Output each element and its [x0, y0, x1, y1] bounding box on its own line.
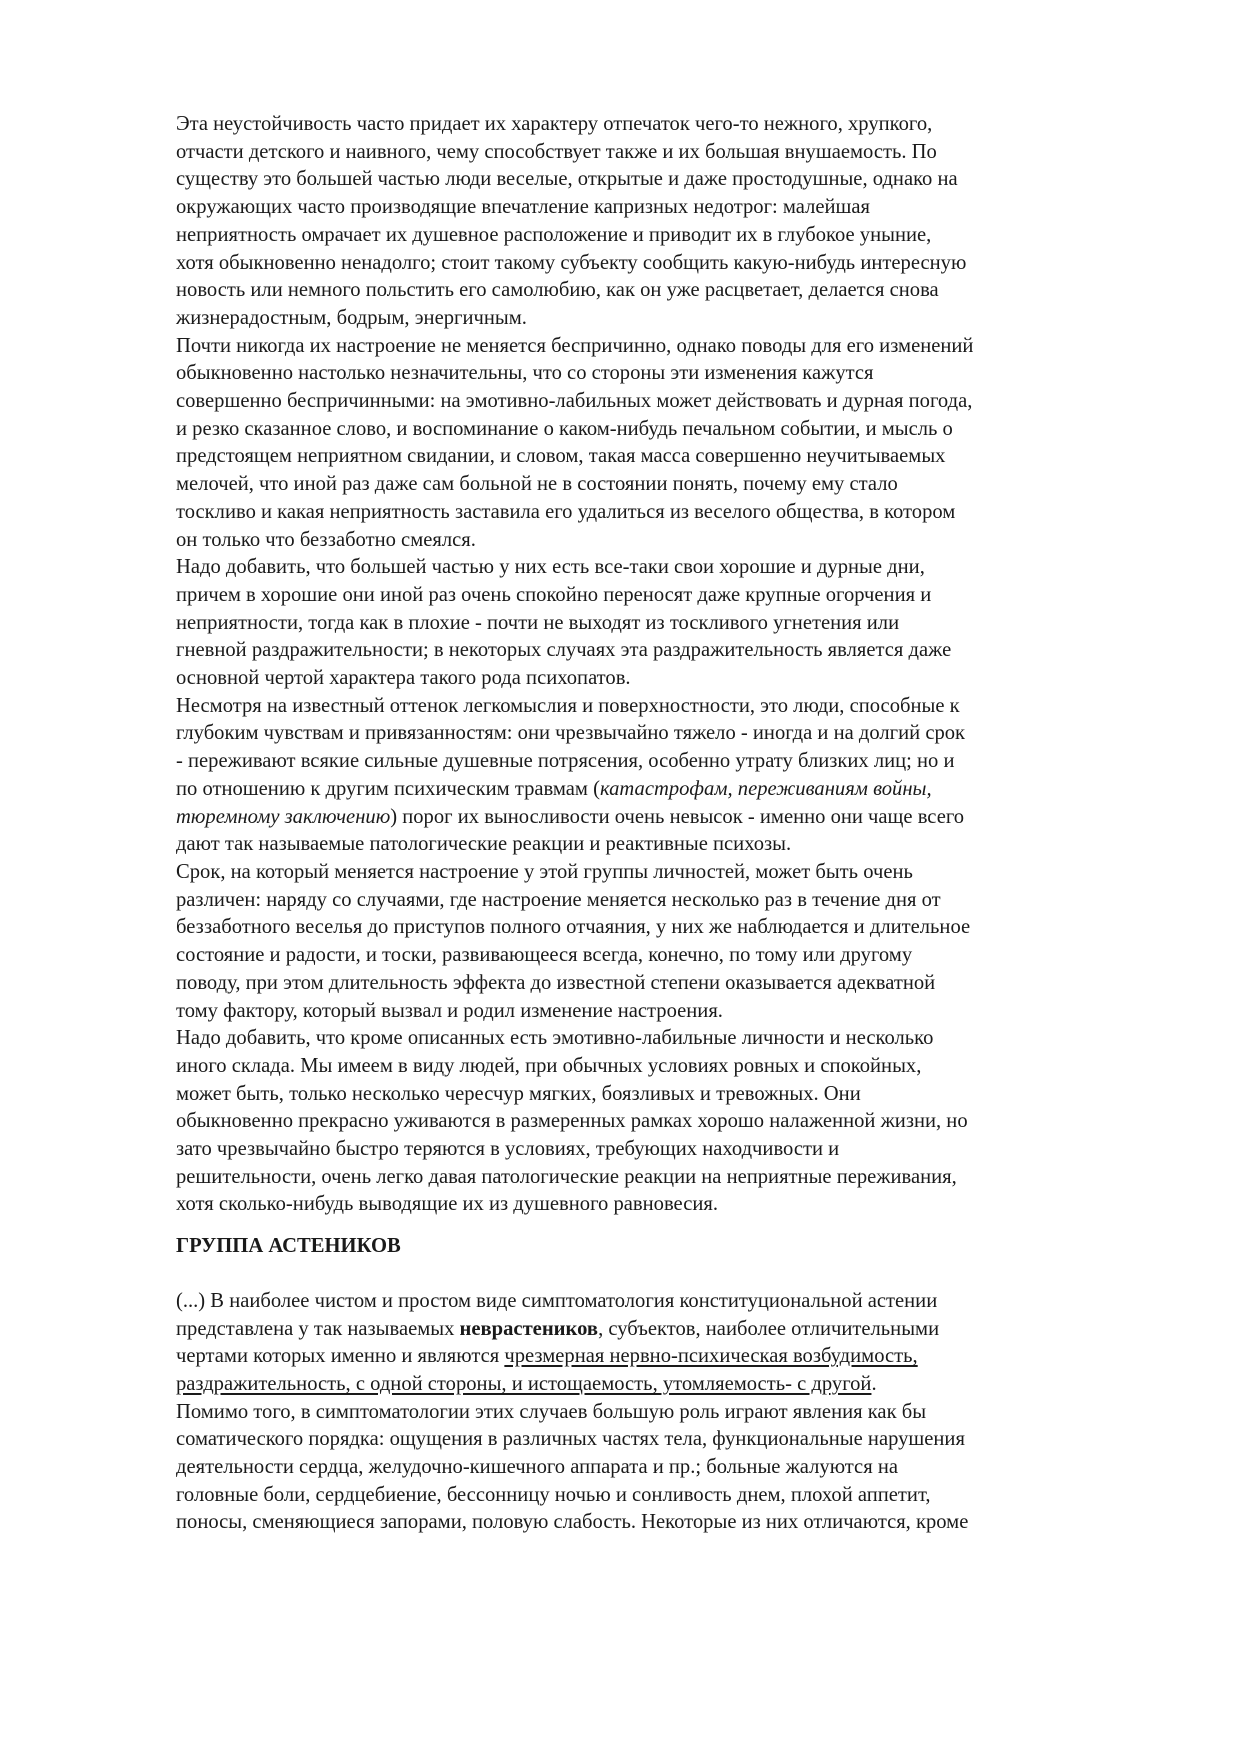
text-line: дают так называемые патологические реакции и реактивные психозы.: [176, 833, 792, 856]
section-paragraph: [176, 1288, 1156, 1537]
text-line: поводу, при этом длительность эффекта до известной степени оказывается адекватной: [176, 971, 936, 994]
text-line: иного склада. Мы имеем в виду людей, при обычных условиях ровных и спокойных,: [176, 1054, 922, 1077]
text-line: деятельности сердца, желудочно-кишечного аппарата и пр.; больные жалуются на: [176, 1456, 898, 1479]
text-line: причем в хорошие они иной раз очень спокойно переносят даже крупные огорчения и: [176, 583, 932, 606]
underlined-text: чрезмерная нервно-психическая возбудимость,: [504, 1345, 918, 1368]
bold-term: неврастеников: [459, 1317, 599, 1340]
text-line: [176, 1371, 1156, 1399]
text-line: неприятность омрачает их душевное расположение и приводит их в глубокое уныние,: [176, 223, 932, 246]
text-line: зато чрезвычайно быстро теряются в условиях, требующих находчивости и: [176, 1138, 840, 1161]
text-line: обыкновенно прекрасно уживаются в размеренных рамках хорошо налаженной жизни, но: [176, 1110, 968, 1133]
paragraph: [176, 111, 1156, 333]
text-line: новость или немного польстить его самолюбию, как он уже расцветает, делается снова: [176, 279, 939, 302]
document-page: [176, 111, 1156, 1537]
section-heading: ГРУППА АСТЕНИКОВ: [176, 1235, 401, 1258]
italic-text: катастрофам, переживаниям войны,: [599, 777, 932, 800]
text-line: Надо добавить, что большей частью у них есть все-таки свои хорошие и дурные дни,: [176, 556, 925, 579]
text-line: может быть, только несколько чересчур мягких, боязливых и тревожных. Они: [176, 1082, 861, 1105]
text-line: Помимо того, в симптоматологии этих случаев большую роль играют явления как бы: [176, 1400, 927, 1423]
text-line: совершенно беспричинными: на эмотивно-лабильных может действовать и дурная погода,: [176, 390, 973, 413]
text-line: он только что беззаботно смеялся.: [176, 528, 476, 551]
text-line: основной чертой характера такого рода психопатов.: [176, 667, 631, 690]
paragraph: [176, 859, 1156, 1025]
text-line: [176, 1343, 1156, 1371]
text-run: , субъектов, наиболее отличительными: [598, 1317, 940, 1340]
underlined-text: раздражительность, с одной стороны, и истощаемость, утомляемость- с другой: [176, 1372, 872, 1395]
text-line: [176, 804, 1156, 832]
text-line: беззаботного веселья до приступов полного отчаяния, у них же наблюдается и длительное: [176, 916, 971, 939]
text-line: тоскливо и какая неприятность заставила его удалиться из веселого общества, в котором: [176, 500, 956, 523]
text-line: [176, 1316, 1156, 1344]
text-line: Срок, на который меняется настроение у этой группы личностей, может быть очень: [176, 860, 913, 883]
text-line: гневной раздражительности; в некоторых случаях эта раздражительность является даже: [176, 639, 952, 662]
text-line: соматического порядка: ощущения в различных частях тела, функциональные нарушения: [176, 1428, 965, 1451]
text-line: (...) В наиболее чистом и простом виде симптоматология конституциональной астении: [176, 1289, 938, 1312]
text-run: чертами которых именно и являются: [176, 1345, 505, 1368]
text-line: и резко сказанное слово, и воспоминание о каком-нибудь печальном событии, и мысль о: [176, 417, 953, 440]
text-line: поносы, сменяющиеся запорами, половую слабость. Некоторые из них отличаются, кроме: [176, 1511, 969, 1534]
text-line: тому фактору, который вызвал и родил изменение настроения.: [176, 999, 723, 1022]
text-line: состояние и радости, и тоски, развивающееся всегда, конечно, по тому или другому: [176, 944, 913, 967]
text-line: решительности, очень легко давая патологические реакции на неприятные переживания,: [176, 1165, 957, 1188]
text-line: Несмотря на известный оттенок легкомыслия и поверхностности, это люди, способные к: [176, 694, 960, 717]
text-line: - переживают всякие сильные душевные потрясения, особенно утрату близких лиц; но и: [176, 750, 955, 773]
text-line: Эта неустойчивость часто придает их характеру отпечаток чего-то нежного, хрупкого,: [176, 113, 933, 135]
text-line: головные боли, сердцебиение, бессонницу ночью и сонливость днем, плохой аппетит,: [176, 1483, 931, 1506]
text-line: отчасти детского и наивного, чему способствует также и их большая внушаемость. По: [176, 140, 937, 163]
paragraph: [176, 554, 1156, 693]
text-line: различен: наряду со случаями, где настроение меняется несколько раз в течение дня от: [176, 888, 941, 911]
paragraph: [176, 1025, 1156, 1219]
text-line: предстоящем неприятном свидании, и словом, такая масса совершенно неучитываемых: [176, 445, 946, 468]
text-line: окружающих часто производящие впечатление капризных недотрог: малейшая: [176, 196, 871, 219]
text-line: [176, 776, 1156, 804]
text-line: глубоким чувствам и привязанностям: они чрезвычайно тяжело - иногда и на долгий срок: [176, 722, 966, 745]
text-line: жизнерадостным, бодрым, энергичным.: [176, 306, 527, 329]
text-line: неприятности, тогда как в плохие - почти не выходят из тоскливого угнетения или: [176, 611, 900, 634]
text-line: существу это большей частью люди веселые, открытые и даже простодушные, однако на: [176, 168, 958, 191]
text-line: Почти никогда их настроение не меняется беспричинно, однако поводы для его изменений: [176, 334, 974, 357]
paragraph: [176, 693, 1156, 859]
italic-text: тюремному заключению: [176, 805, 391, 828]
text-line: хотя сколько-нибудь выводящие их из душевного равновесия.: [176, 1193, 718, 1216]
text-line: обыкновенно настолько незначительны, что со стороны эти изменения кажутся: [176, 362, 874, 385]
text-run: ) порог их выносливости очень невысок - именно они чаще всего: [390, 805, 965, 828]
text-run: .: [871, 1372, 877, 1395]
paragraph: [176, 333, 1156, 555]
text-line: хотя обыкновенно ненадолго; стоит такому субъекту сообщить какую-нибудь интересную: [176, 251, 967, 274]
text-run: по отношению к другим психическим травмам (: [176, 777, 600, 800]
text-line: Надо добавить, что кроме описанных есть эмотивно-лабильные личности и несколько: [176, 1027, 934, 1050]
text-line: мелочей, что иной раз даже сам больной не в состоянии понять, почему ему стало: [176, 473, 898, 496]
text-run: представлена у так называемых: [176, 1317, 460, 1340]
